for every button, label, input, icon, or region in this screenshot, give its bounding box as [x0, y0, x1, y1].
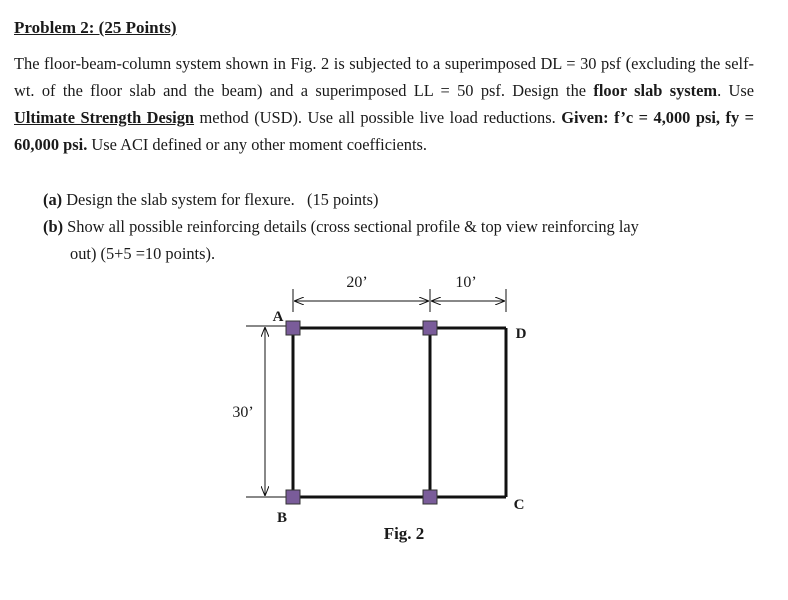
statement-bold-floor-slab: floor slab system [593, 81, 718, 100]
part-b-text-2: out) (5+5 =10 points). [70, 244, 216, 263]
label-d: D [515, 326, 527, 342]
statement-text-2: . Use [717, 81, 754, 100]
columns [286, 321, 437, 504]
dim-label-20ft: 20’ [346, 274, 368, 291]
statement-text-3: method (USD). Use all possible live load reductions. [194, 108, 562, 127]
part-b-label: (b) [43, 217, 64, 236]
column-bottom-middle [423, 490, 437, 504]
vertical-dimension [232, 326, 290, 497]
column-a [286, 321, 300, 335]
figure-caption: Fig. 2 [383, 524, 425, 543]
column-top-middle [423, 321, 437, 335]
label-c: C [513, 497, 525, 513]
dim-label-10ft: 10’ [455, 274, 477, 291]
statement-given: Given: f’c = 4,000 psi, fy = 60,000 psi. [14, 108, 754, 154]
part-a-points: (15 points) [307, 190, 379, 209]
dim-label-30ft: 30’ [232, 404, 254, 421]
problem-title: Problem 2: (25 Points) [14, 18, 177, 37]
label-a: A [272, 309, 284, 325]
statement-text-4: Use ACI defined or any other moment coefficients. [87, 135, 428, 154]
beam-frame [293, 328, 506, 497]
column-b [286, 490, 300, 504]
statement-text-1: The floor-beam-column system shown in Fig. 2 is subjected to a superimposed DL = 30 psf (excluding the self-wt. of the floor slab and the beam) and a superimposed LL = 50 psf. Design the [14, 54, 754, 100]
part-a-text: Design the slab system for flexure. [62, 190, 295, 209]
label-b: B [276, 510, 288, 526]
horizontal-dimension [293, 274, 506, 312]
part-a-label: (a) [43, 190, 63, 209]
part-b-text-1: Show all possible reinforcing details (cross sectional profile & top view reinforcing lay [63, 217, 639, 236]
statement-underline-usd: Ultimate Strength Design [14, 108, 195, 127]
